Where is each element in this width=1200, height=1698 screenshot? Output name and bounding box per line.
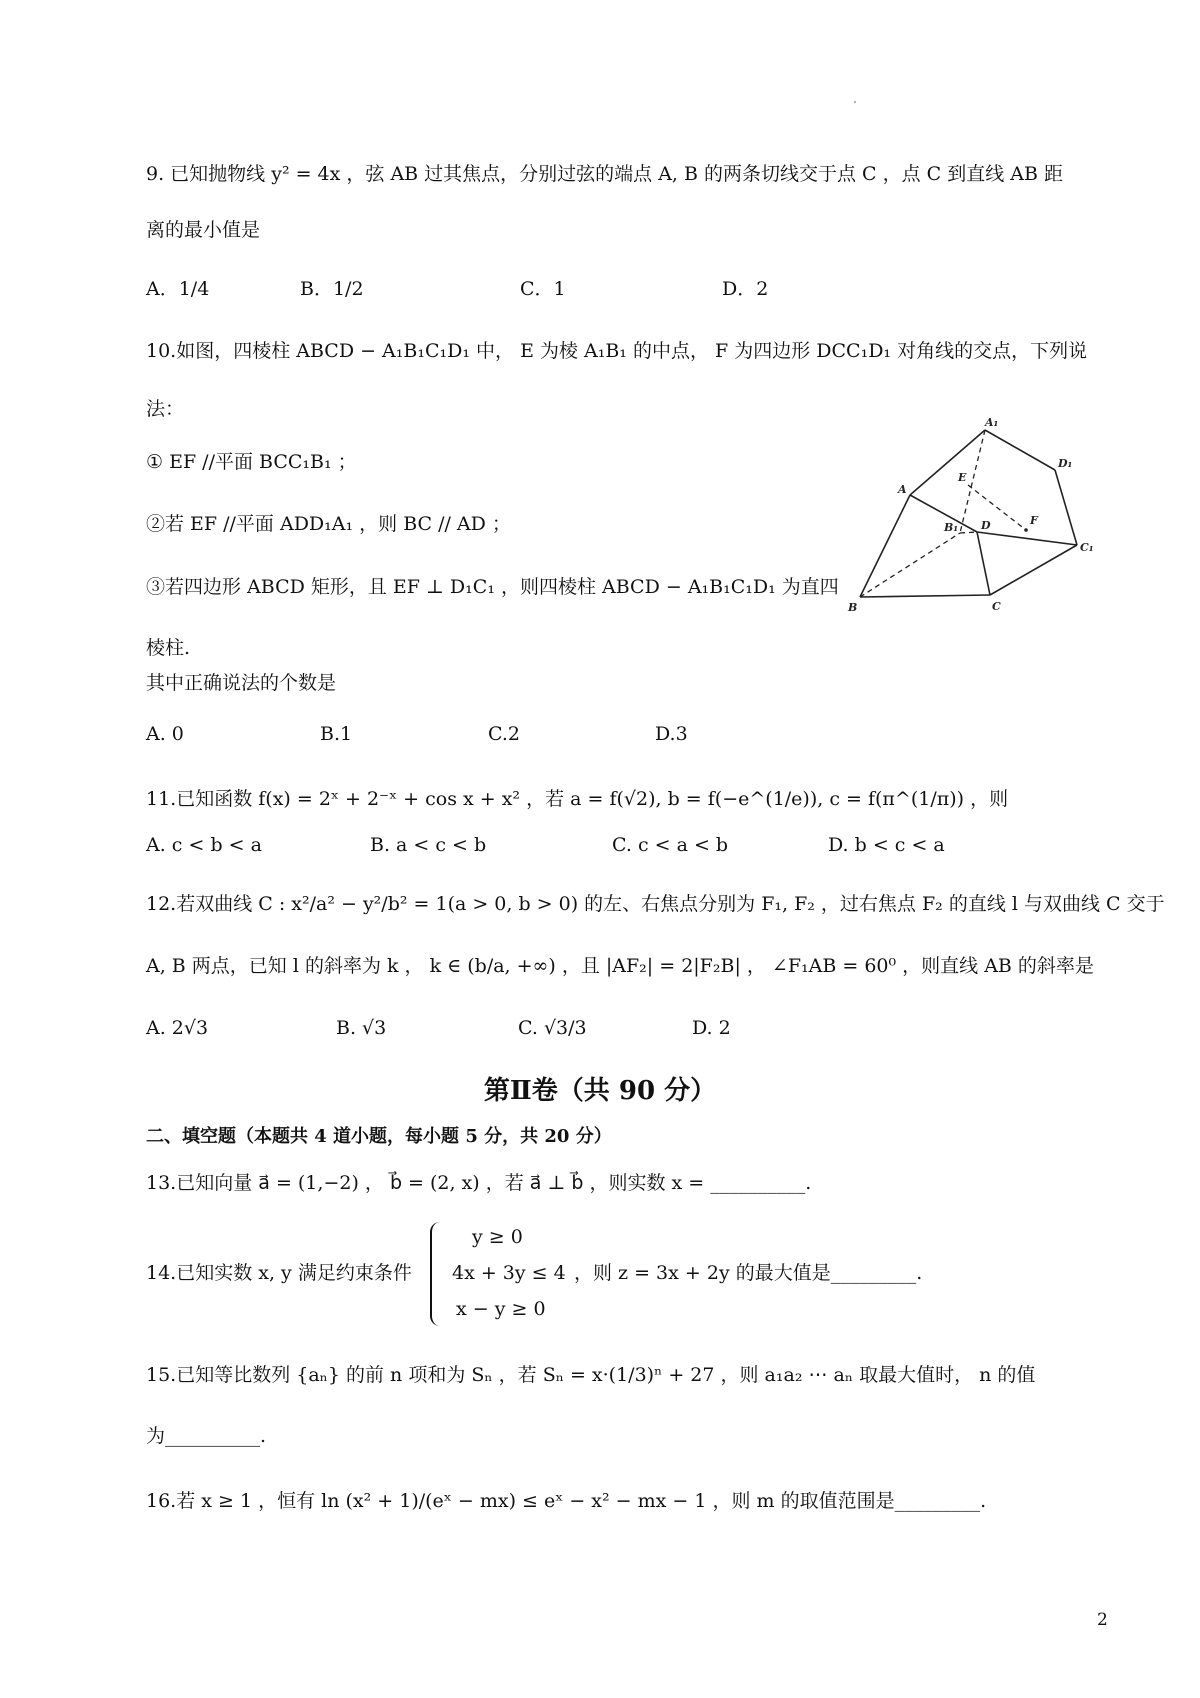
q14-brace <box>430 1222 442 1326</box>
q11-line1: 11.已知函数 f(x) = 2ˣ + 2⁻ˣ + cos x + x² ，若 a = f(√2), b = f(−e^(1/e)), c = f(π^(1/π)) ，则 <box>146 788 1009 810</box>
q14-constraint-1: y ≥ 0 <box>472 1226 523 1248</box>
q13: 13.已知向量 a⃗ = (1,−2) ， b⃗ = (2, x) ，若 a⃗ ⊥ b⃗ ，则实数 x = __________. <box>146 1172 812 1194</box>
section-fill-in-blank: 二、填空题（本题共 4 道小题，每小题 5 分，共 20 分） <box>146 1126 612 1147</box>
q10-option-d: D.3 <box>655 723 688 745</box>
q11-option-a: A. c < b < a <box>146 834 262 856</box>
q15-line2: 为__________. <box>146 1425 267 1447</box>
label-B1: B₁ <box>944 521 959 534</box>
q14-constraint-2: 4x + 3y ≤ 4 <box>452 1262 566 1284</box>
prism-figure <box>840 415 1100 625</box>
q10-statement-2: ②若 EF //平面 ADD₁A₁ ，则 BC // AD ； <box>146 513 511 535</box>
q9-option-a: A．1/4 <box>146 278 210 300</box>
q10-line2: 法： <box>146 398 185 420</box>
q11-option-c: C. c < a < b <box>612 834 729 856</box>
q12-option-a: A. 2√3 <box>146 1017 209 1039</box>
q12-option-c: C. √3/3 <box>518 1017 587 1039</box>
q14-prefix: 14.已知实数 x, y 满足约束条件 <box>146 1262 412 1284</box>
q10-option-c: C.2 <box>488 723 520 745</box>
q10-line1: 10.如图，四棱柱 ABCD − A₁B₁C₁D₁ 中， E 为棱 A₁B₁ 的中点， F 为四边形 DCC₁D₁ 对角线的交点，下列说 <box>146 340 1088 362</box>
q15-line1: 15.已知等比数列 {aₙ} 的前 n 项和为 Sₙ ，若 Sₙ = x·(1/3)ⁿ + 27 ，则 a₁a₂ ⋯ aₙ 取最大值时， n 的值 <box>146 1364 1036 1386</box>
q10-option-a: A. 0 <box>146 723 184 745</box>
label-F: F <box>1030 514 1038 527</box>
q12-line2: A, B 两点，已知 l 的斜率为 k ， k ∈ (b/a, +∞) ，且 |AF₂| = 2|F₂B| ， ∠F₁AB = 60⁰ ，则直线 AB 的斜率是 <box>146 955 1094 977</box>
label-C1: C₁ <box>1080 541 1094 554</box>
q10-statement-1: ① EF //平面 BCC₁B₁ ； <box>146 451 357 473</box>
label-D1: D₁ <box>1058 457 1073 470</box>
q10-statement-3-cont: 棱柱. <box>146 637 191 659</box>
q12-option-b: B. √3 <box>336 1017 387 1039</box>
label-E: E <box>958 471 967 484</box>
label-A1: A₁ <box>985 416 999 429</box>
q9-option-d: D．2 <box>722 278 769 300</box>
q9-line2: 离的最小值是 <box>146 219 261 241</box>
q14-constraint-3: x − y ≥ 0 <box>456 1298 546 1320</box>
label-B: B <box>848 601 858 614</box>
speck <box>854 101 856 103</box>
q14-suffix: ，则 z = 3x + 2y 的最大值是_________. <box>574 1262 923 1284</box>
page-number: 2 <box>1097 1610 1108 1630</box>
label-A: A <box>898 483 907 496</box>
q9-option-b: B．1/2 <box>300 278 364 300</box>
q11-option-b: B. a < c < b <box>370 834 487 856</box>
part2-title: 第Ⅱ卷（共 90 分） <box>483 1076 717 1106</box>
label-C: C <box>992 600 1001 613</box>
q10-option-b: B.1 <box>320 723 353 745</box>
q11-option-d: D. b < c < a <box>828 834 945 856</box>
q10-statement-3: ③若四边形 ABCD 矩形，且 EF ⊥ D₁C₁ ，则四棱柱 ABCD − A₁B₁C₁D₁ 为直四 <box>146 576 839 598</box>
q10-question: 其中正确说法的个数是 <box>146 672 337 694</box>
label-D: D <box>981 519 991 532</box>
q9-line1: 9. 已知抛物线 y² = 4x ，弦 AB 过其焦点，分别过弦的端点 A, B 的两条切线交于点 C ，点 C 到直线 AB 距 <box>146 163 1064 185</box>
q12-line1: 12.若双曲线 C : x²/a² − y²/b² = 1(a > 0, b > 0) 的左、右焦点分别为 F₁, F₂ ，过右焦点 F₂ 的直线 l 与双曲线 C 交于 <box>146 893 1165 915</box>
q12-option-d: D. 2 <box>692 1017 731 1039</box>
q9-option-c: C．1 <box>520 278 566 300</box>
q16: 16.若 x ≥ 1 ，恒有 ln (x² + 1)/(eˣ − mx) ≤ eˣ − x² − mx − 1 ，则 m 的取值范围是_________. <box>146 1490 987 1512</box>
